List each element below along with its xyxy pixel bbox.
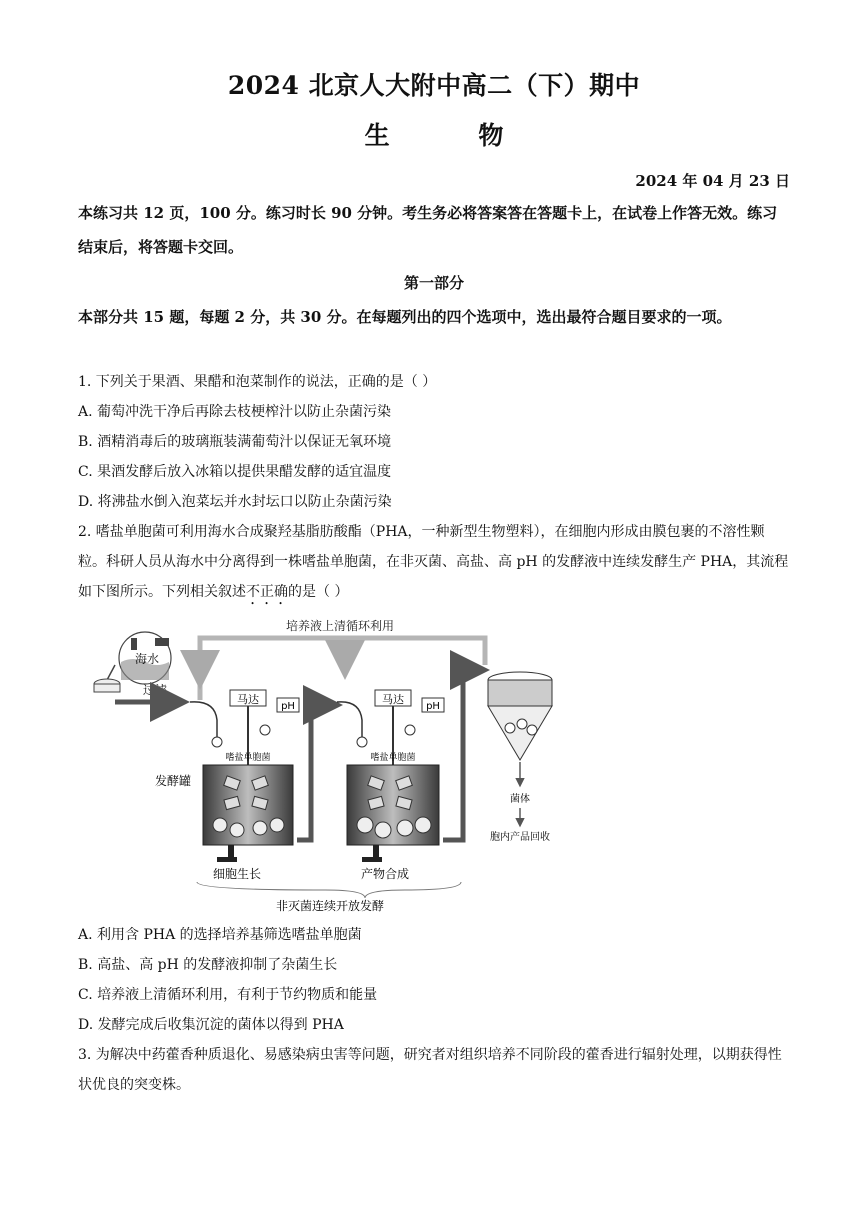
subject-title: 生 物 bbox=[364, 121, 544, 150]
cells-label: 菌体 bbox=[510, 794, 530, 805]
separator bbox=[488, 672, 552, 843]
question-2-stem-part-b: 的是（ ） bbox=[288, 584, 349, 600]
question-2-stem-part-a: 2. 嗜盐单胞菌可利用海水合成聚羟基脂肪酸酯（PHA，一种新型生物塑料），在细胞内形成由膜包裹的不溶性颗粒。科研人员从海水中分离得到一株嗜盐单胞菌，在非灭菌、高盐、高 pH 的发酵液中连续发酵生产 PHA，其流程如下图所示。下列相关叙述 bbox=[78, 524, 789, 600]
ph-label-2: pH bbox=[426, 701, 440, 712]
part-heading: 第一部分 bbox=[403, 274, 464, 292]
question-2-option-b: B. 高盐、高 pH 的发酵液抑制了杂菌生长 bbox=[78, 957, 338, 973]
question-3-stem: 3. 为解决中药藿香种质退化、易感染病虫害等问题，研究者对组织培养不同阶段的藿香进行辐射处理，以期获得性状优良的突变株。 bbox=[78, 1047, 782, 1093]
fermentation-process-diagram bbox=[85, 610, 565, 920]
question-2-option-d: D. 发酵完成后收集沉淀的菌体以得到 PHA bbox=[78, 1017, 344, 1033]
motor-label-1: 马达 bbox=[237, 693, 259, 706]
stage-1-label: 细胞生长 bbox=[212, 867, 262, 881]
recovery-label: 胞内产品回收 bbox=[490, 832, 550, 843]
part-intro: 本部分共 15 题，每题 2 分，共 30 分。在每题列出的四个选项中，选出最符合题目要求的一项。 bbox=[78, 308, 732, 326]
question-1-option-b: B. 酒精消毒后的玻璃瓶装满葡萄汁以保证无氧环境 bbox=[78, 434, 392, 450]
question-1-option-d: D. 将沸盐水倒入泡菜坛并水封坛口以防止杂菌污染 bbox=[78, 494, 392, 510]
recycle-label: 培养液上清循环利用 bbox=[285, 619, 395, 633]
question-2-option-c: C. 培养液上清循环利用，有利于节约物质和能量 bbox=[78, 987, 378, 1003]
recycle-loop bbox=[200, 618, 485, 700]
motor-label-2: 马达 bbox=[382, 693, 404, 706]
fermentation-tank-2 bbox=[337, 670, 480, 862]
seawater-source bbox=[94, 632, 180, 702]
bacteria-label-2: 嗜盐单胞菌 bbox=[370, 753, 416, 763]
fermentation-tank-1 bbox=[155, 690, 333, 862]
ph-label-1: pH bbox=[281, 701, 295, 712]
exam-date: 2024 年 04 月 23 日 bbox=[635, 172, 790, 190]
question-2-option-a: A. 利用含 PHA 的选择培养基筛选嗜盐单胞菌 bbox=[78, 927, 362, 943]
exam-instructions: 本练习共 12 页，100 分。练习时长 90 分钟。考生务必将答案答在答题卡上，在试卷上作答无效。练习结束后，将答题卡交回。 bbox=[78, 204, 778, 256]
stage-2-label: 产物合成 bbox=[360, 867, 410, 881]
filter-label: 过滤 bbox=[143, 683, 168, 697]
question-2-emphasis: 不正确 bbox=[246, 584, 288, 600]
bacteria-label-1: 嗜盐单胞菌 bbox=[225, 753, 271, 763]
exam-title: 2024 北京人大附中高二（下）期中 bbox=[227, 71, 641, 100]
question-2-stem bbox=[78, 517, 790, 608]
question-1-option-a: A. 葡萄冲洗干净后再除去枝梗榨汁以防止杂菌污染 bbox=[78, 404, 392, 420]
process-label: 非灭菌连续开放发酵 bbox=[275, 899, 385, 913]
question-1-option-c: C. 果酒发酵后放入冰箱以提供果醋发酵的适宜温度 bbox=[78, 464, 392, 480]
seawater-label: 海水 bbox=[134, 652, 160, 666]
tank-label: 发酵罐 bbox=[155, 774, 192, 788]
question-1-stem: 1. 下列关于果酒、果醋和泡菜制作的说法，正确的是（ ） bbox=[78, 374, 437, 390]
